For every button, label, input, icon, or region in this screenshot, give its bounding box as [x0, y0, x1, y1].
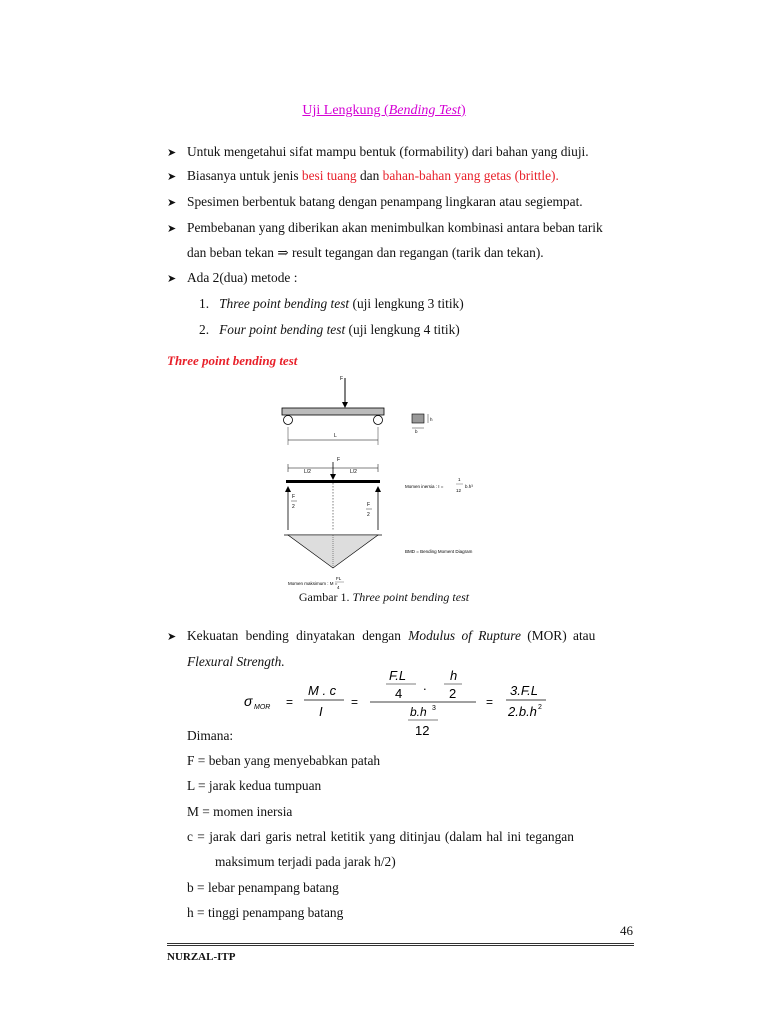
label-momen-maksimum: Momen maksimum : M =: [288, 581, 338, 586]
method-name: Three point bending test: [219, 296, 350, 311]
bullet-5: [167, 270, 297, 286]
text: Kekuatan bending dinyatakan dengan: [187, 628, 409, 643]
strength-line-1: [167, 628, 635, 644]
title-close: ): [460, 103, 466, 118]
text: .: [423, 678, 427, 693]
bullet-text: Spesimen berbentuk batang dengan penampang lingkaran atau segiempat.: [187, 194, 583, 209]
def-b: b = lebar penampang batang: [187, 880, 339, 895]
bullet-text: Ada 2(dua) metode :: [187, 270, 298, 285]
label-f: F: [340, 376, 344, 382]
def-f: F = beban yang menyebabkan patah: [187, 753, 381, 768]
support-right: [374, 416, 383, 425]
dimana-label: Dimana:: [187, 728, 234, 743]
text: 2: [367, 512, 370, 518]
text: 1: [458, 477, 461, 482]
bullet-text: Untuk mengetahui sifat mampu bentuk (formability) dari bahan yang diuji.: [187, 144, 589, 159]
method-2: [199, 322, 460, 338]
def-c-line-2: maksimum terjadi pada jarak h/2): [215, 854, 396, 869]
label-l: L: [334, 433, 337, 439]
title-main: Uji Lengkung (: [302, 103, 389, 118]
label-f-half: F: [292, 494, 296, 500]
title-italic: Bending Test: [388, 103, 461, 118]
beam: [282, 408, 384, 415]
text: Three point bending test: [352, 590, 470, 604]
text: 12: [415, 723, 430, 738]
cross-section: [412, 414, 424, 423]
label-b: b: [415, 429, 418, 434]
sigma-symbol: σ: [244, 693, 253, 709]
text: I: [319, 704, 323, 719]
text: 4: [395, 686, 403, 701]
bullet-1: [167, 144, 589, 160]
text: h: [450, 668, 458, 683]
method-name: Four point bending test: [219, 322, 346, 337]
text: =: [486, 695, 494, 709]
text: b.h: [410, 705, 427, 719]
text: MOR: [254, 704, 271, 711]
bullet-3: [167, 194, 583, 210]
method-1: [199, 296, 464, 312]
arrowhead-bullet-icon: ➤: [167, 631, 177, 643]
text: 2: [292, 504, 295, 510]
text: b.h³: [465, 484, 473, 489]
bullet-text: Biasanya untuk jenis: [187, 168, 302, 183]
footer-text: NURZAL-ITP: [167, 951, 236, 963]
method-desc: (uji lengkung 3 titik): [349, 296, 464, 311]
section-title: Three point bending test: [167, 353, 298, 368]
text: Gambar 1.: [298, 590, 353, 604]
text: 2: [538, 704, 542, 711]
implies-arrow-icon: ⇒: [277, 245, 289, 260]
page-title: [0, 103, 768, 119]
label-bmd: BMD = Bending Moment Diagram: [405, 549, 473, 554]
label-f: F: [337, 457, 341, 463]
def-c-line-1: c = jarak dari garis netral ketitik yang ditinjau (dalam hal ini tegangan: [187, 829, 574, 844]
list-number: 2.: [199, 322, 210, 337]
bullet-2: [167, 168, 559, 184]
text: FL: [336, 576, 342, 581]
text: (MOR) atau: [520, 628, 596, 643]
text: 2: [449, 686, 457, 701]
label-half-l: L/2: [350, 469, 357, 475]
text: F.L: [389, 668, 407, 683]
arrowhead-bullet-icon: ➤: [167, 147, 177, 159]
bullet-4: [167, 220, 603, 236]
text: dan beban tekan: [187, 245, 278, 260]
figure-caption: [0, 590, 768, 605]
page-number: 46: [620, 923, 633, 938]
text: result tegangan dan regangan (tarik dan tekan).: [288, 245, 544, 260]
beam-line: [286, 480, 380, 483]
text: 3: [432, 705, 436, 712]
text: Modulus of Rupture: [408, 628, 521, 643]
footer-rule: [167, 943, 634, 946]
arrowhead-bullet-icon: ➤: [167, 273, 177, 285]
def-h: h = tinggi penampang batang: [187, 905, 344, 920]
bullet-text: dan: [356, 168, 383, 183]
bullet-text-red: bahan-bahan yang getas (brittle).: [382, 168, 559, 183]
label-f-half: F: [367, 502, 371, 508]
bullet-text: Pembebanan yang diberikan akan menimbulkan kombinasi antara beban tarik: [187, 220, 603, 235]
text: =: [351, 695, 359, 709]
def-l: L = jarak kedua tumpuan: [187, 778, 322, 793]
label-momen-inersia: Momen inersia : I =: [405, 484, 444, 489]
text: =: [286, 695, 294, 709]
three-point-bending-diagram: [270, 370, 490, 592]
bullet-text-red: besi tuang: [301, 168, 357, 183]
strength-line-2: Flexural Strength.: [187, 654, 285, 669]
text: 4: [337, 585, 340, 590]
label-h: h: [430, 417, 433, 422]
support-left: [284, 416, 293, 425]
list-number: 1.: [199, 296, 210, 311]
text: 3.F.L: [510, 683, 538, 698]
text: 12: [456, 488, 462, 493]
arrowhead-bullet-icon: ➤: [167, 197, 177, 209]
mor-formula: [240, 662, 560, 742]
label-half-l: L/2: [304, 469, 311, 475]
arrowhead-bullet-icon: ➤: [167, 171, 177, 183]
text: M . c: [308, 683, 337, 698]
bullet-4-continuation: [187, 245, 544, 261]
def-m: M = momen inersia: [187, 804, 293, 819]
text: 2.b.h: [508, 704, 537, 719]
method-desc: (uji lengkung 4 titik): [345, 322, 460, 337]
arrowhead-bullet-icon: ➤: [167, 223, 177, 235]
